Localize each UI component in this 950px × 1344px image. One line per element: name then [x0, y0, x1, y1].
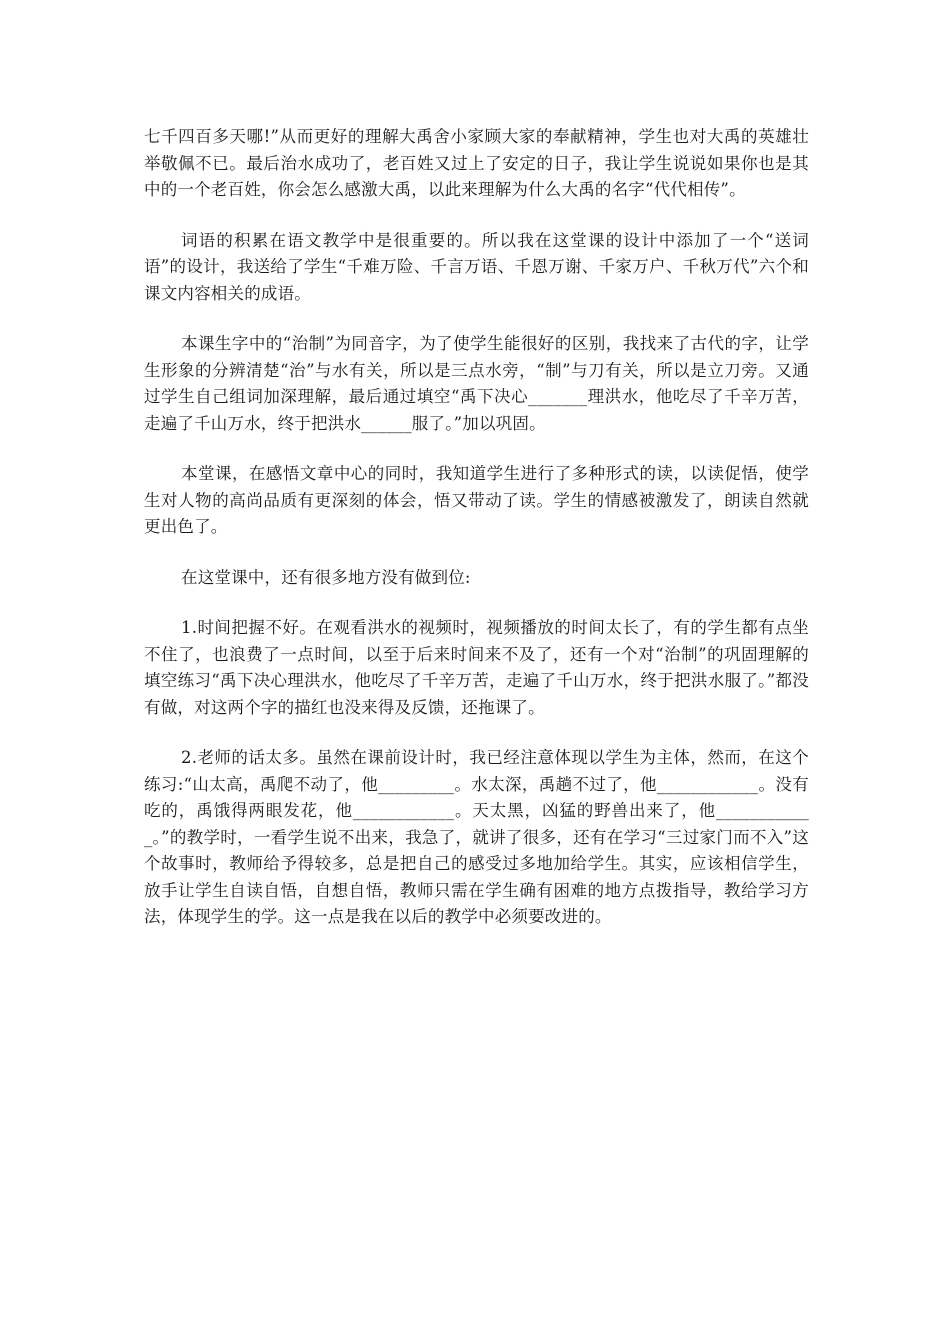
- paragraph-shortcoming-1: 1.时间把握不好。在观看洪水的视频时，视频播放的时间太长了，有的学生都有点坐不住了，也浪费了一点时间，以至于后来时间来不及了，还有一个对“治制”的巩固理解的填空练习“禹下决心理洪水，他吃尽了千辛万苦，走遍了千山万水，终于把洪水服了。”都没有做，对这两个字的描红也没来得及反馈，还拖课了。: [144, 618, 809, 717]
- paragraph-continuation: 七千四百多天哪!”从而更好的理解大禹舍小家顾大家的奉献精神，学生也对大禹的英雄壮举敬佩不已。最后治水成功了，老百姓又过上了安定的日子，我让学生说说如果你也是其中的一个老百姓，你会怎么感激大禹，以此来理解为什么大禹的名字“代代相传”。: [144, 127, 809, 199]
- paragraph-reading: 本堂课，在感悟文章中心的同时，我知道学生进行了多种形式的读，以读促悟，使学生对人物的高尚品质有更深刻的体会，悟又带动了读。学生的情感被激发了，朗读自然就更出色了。: [144, 464, 809, 536]
- paragraph-vocabulary: 词语的积累在语文教学中是很重要的。所以我在这堂课的设计中添加了一个“送词语”的设计，我送给了学生“千难万险、千言万语、千恩万谢、千家万户、千秋万代”六个和课文内容相关的成语。: [144, 230, 809, 303]
- paragraph-homophones: 本课生字中的“治制”为同音字，为了使学生能很好的区别，我找来了古代的字，让学生形象的分辨清楚“治”与水有关，所以是三点水旁，“制”与刀有关，所以是立刀旁。又通过学生自己组词加深理解，最后通过填空“禹下决心_______理洪水，他吃尽了千辛万苦，走遍了千山万水，终于把洪水______服了。”加以巩固。: [144, 334, 809, 433]
- paragraph-shortcomings-intro: 在这堂课中，还有很多地方没有做到位:: [181, 567, 471, 587]
- document-body: [144, 124, 809, 955]
- paragraph-shortcoming-2: 2.老师的话太多。虽然在课前设计时，我已经注意体现以学生为主体，然而，在这个练习:“山太高，禹爬不动了，他_________。水太深，禹趟不过了，他____________。没有吃的，禹饿得两眼发花，他____________。天太黑，凶猛的野兽出来了，他____________。”的教学时，一看学生说不出来，我急了，就讲了很多，还有在学习“三过家门而不入”这个故事时，教师给予得较多，总是把自己的感受过多地加给学生。其实，应该相信学生，放手让学生自读自悟，自想自悟，教师只需在学生确有困难的地方点拨指导，教给学习方法，体现学生的学。这一点是我在以后的教学中必须要改进的。: [144, 748, 809, 926]
